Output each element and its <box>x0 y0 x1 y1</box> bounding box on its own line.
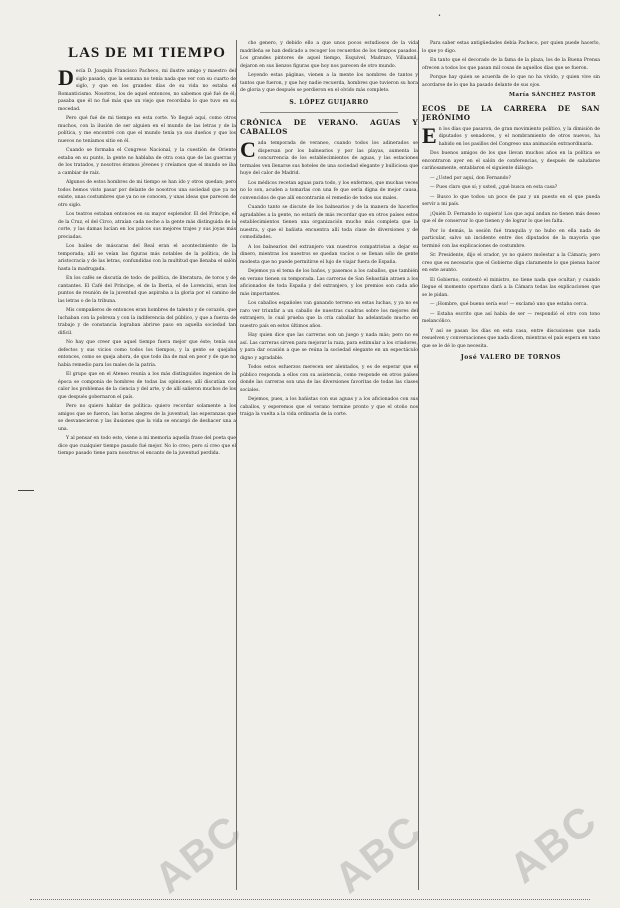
paragraph: Decía D. Joaquín Francisco Pacheco, mi ilustre amigo y maestro del siglo pasado, que la semana no tenía nada que ver con su cuarto de siglo, y que en los grandes días de su vida no estaba el Romanticismo. Nosotros, los de aquel entonces, no sabemos qué fué de él; pasaba que él no fué más que un viejo que recordaba lo que tuvo en su mocedad. <box>58 65 236 112</box>
paragraph: Dejemos ya el tema de los baños, y pasemos a los caballos, que también en verano tienen su temporada. Las carreras de San Sebastián atraen a los aficionados de toda España y del extranjero, y los premios son cada año más importantes. <box>240 269 418 297</box>
dropcap: C <box>240 137 256 162</box>
paragraph: Cada temporada de veraneo, cuando todos los adinerados se dispersan por los balnearios y por las playas, aumenta la concurrencia de los establecimientos de aguas, y las estaciones termales ven llenarse sus hoteles de una sociedad elegante y bulliciosa que huye del calor de Madrid. <box>240 137 418 176</box>
bottom-rule <box>30 899 590 906</box>
watermark: ABC <box>145 805 251 902</box>
paragraph: En los días que pasaron, de gran movimiento político, y la dimisión de diputados y senadores, y el nombramiento de otros nuevos, ha habido en los pasillos del Congreso una animación extraordinaria. <box>422 122 600 148</box>
paragraph: Los teatros estaban entonces en su mayor esplendor. El del Príncipe, el de la Cruz, el del Circo, atraían cada noche a la gente más distinguida de la corte, y las damas lucían en los palcos sus mejores trajes y sus joyas más preciadas. <box>58 212 236 240</box>
paragraph: Hay quien dice que las carreras son un juego y nada más; pero no es así. Las carreras sirven para mejorar la raza, para estimular a los criadores, y para dar ocasión a que se reúna la sociedad elegante en un espectáculo digno y agradable. <box>240 333 418 361</box>
paragraph: El grupo que en el Ateneo reunía a los más distinguidos ingenios de la época se componía de hombres de todas las opiniones; allí discutían con calor los problemas de la ciencia y del arte, y de allí salieron muchos de los que después gobernaron el país. <box>58 372 236 400</box>
paragraph: El Gobierno, contestó el ministro, no tiene nada que ocultar; y cuando llegue el momento oportuno dará a la Cámara todas las explicaciones que se le pidan. <box>422 277 600 298</box>
paragraph: Mis compañeros de entonces eran hombres de talento y de corazón, que luchaban con la pobreza y con la indiferencia del público, y que a fuerza de trabajo y de constancia lograban abrirse paso en aquella sociedad tan difícil. <box>58 308 236 336</box>
paragraph: Los caballos españoles van ganando terreno en estas luchas, y ya no es raro ver triunfar a un caballo de nuestras cuadras sobre los mejores del extranjero, lo cual prueba que la cría caballar ha adelantado mucho en nuestro país en estos últimos años. <box>240 301 418 329</box>
column-rule-2 <box>418 40 419 890</box>
section-title: ECOS DE LA CARRERA DE SAN JERÓNIMO <box>422 103 600 122</box>
signature: José VALERO DE TORNOS <box>460 354 562 361</box>
paragraph: Para saber estas antigüedades debía Pacheco, por quien puede hacerlo, lo que yo digo. <box>422 41 600 54</box>
paragraph: No hay que creer que aquel tiempo fuera mejor que éste; tenía sus defectos y sus vicios como todos los tiempos, y la gente se quejaba entonces, como se queja ahora, de que todo iba de mal en peor y de que no había remedio para los males de la patria. <box>58 340 236 368</box>
paragraph: Porque hay quien se acuerda de lo que no ha vivido, y quien vive sin acordarse de lo que ha pasado delante de sus ojos. <box>422 75 600 88</box>
column-3 <box>422 40 600 368</box>
paragraph: Leyendo estas páginas, vienen a la mente los nombres de tantos y tantos que fueron, y que hoy nadie recuerda, hombres que tuvieron su hora de gloria y que después se perdieron en el olvido más completo. <box>240 73 418 93</box>
paragraph: Dejemos, pues, a los bañistas con sus aguas y a los aficionados con sus caballos, y esperemos que el verano termine pronto y que el otoño nos traiga la vuelta a la vida ordinaria de la corte. <box>240 397 418 417</box>
divider <box>260 112 398 113</box>
paragraph: Algunos de estos hombres de mi tiempo se han ido y otros quedan; pero todos hemos visto pasar por delante de nosotros una sociedad que ya no existe, unas costumbres que ya no se conocen, y unas ideas que parecen de otro siglo. <box>58 180 236 208</box>
paragraph: Por lo demás, la sesión fué tranquila y no hubo en ella nada de particular, salvo un incidente entre dos diputados de la mayoría que terminó con las explicaciones de costumbre. <box>422 228 600 249</box>
paragraph: Dos buenos amigos de los que llevan muchos años en la política se encontraron ayer en el salón de conferencias, y después de saludarse cariñosamente, entablaron el siguiente diálogo: <box>422 151 600 171</box>
signature: María SÁNCHEZ PASTOR <box>509 92 596 98</box>
paragraph: Y al pensar en todo esto, viene a mi memoria aquella frase del poeta que dice que cualquier tiempo pasado fué mejor. No lo creo; pero sí creo que el tiempo pasado tiene para nosotros el encanto de la juventud perdida. <box>58 436 236 456</box>
article-title: LAS DE MI TIEMPO <box>68 45 226 61</box>
paragraph: cho genero, y debido ello a que unos pocos estudiosos de la vida madrileña se han dedicado a recoger los recuerdos de los tiempos pasados. Los grandes pintores de aquel tiempo, Esquivel, Madrazo, Villaamil, dejaron en sus lienzos figuras que hoy nos parecen de otro mundo. <box>240 41 418 69</box>
paragraph: Todos estos esfuerzos merecen ser alentados, y es de esperar que el público responda a ellos con su asistencia, como responde en otros países donde las carreras son una de las diversiones favoritas de todas las clases sociales. <box>240 365 418 393</box>
column-rule-1 <box>236 40 237 890</box>
paragraph: Pero qué fué de mi tiempo en esta corte. Yo llegué aquí, como otros muchos, con la ilusión de ser alguien en el mundo de las letras y de la política, y me encontré con que el mundo tenía ya sus dueños y que los nuevos no teníamos sitio en él. <box>58 116 236 144</box>
signature: S. LÓPEZ GUIJARRO <box>289 98 369 106</box>
watermark: ABC <box>325 805 431 902</box>
paragraph: Cuando se formaba el Congreso Nacional, y la cuestión de Oriente estaba en su punto, la gente no hablaba de otra cosa que de las guerras y de los tratados, y nosotros éramos jóvenes y creíamos que el mundo se iba a cambiar de raíz. <box>58 148 236 176</box>
section-title: CRÓNICA DE VERANO. AGUAS Y CABALLOS <box>240 118 418 136</box>
paragraph: En tanto que el decorado de la fama de la plaza, los de la Buena Prensa ofrecen a todos los que pasan mil cosas de aquellos días que se fueron. <box>422 58 600 71</box>
top-mark: • <box>438 13 441 19</box>
paragraph: Y así se pasan los días en esta casa, entre discusiones que nada resuelven y conversaciones que nada dicen, mientras el país espera en vano que se le dé lo que necesita. <box>422 328 600 349</box>
dropcap: D <box>58 65 74 90</box>
paragraph: Sr. Presidente, dijo el orador, yo no quiero molestar a la Cámara; pero creo que es necesario que el Gobierno diga claramente lo que piensa hacer en este asunto. <box>422 253 600 273</box>
dialogue-line: — ¡Hombre, qué bueno sería eso! — exclamó uno que estaba cerca. <box>430 302 588 307</box>
dialogue-line: — Busco lo que todos: un poco de paz y un puesto en el que pueda servir a mi país. <box>422 194 600 207</box>
paragraph: Cuando tanto se discute de los balnearios y de la manera de hacerlos agradables a la gente, no estará de más recordar que en otros países estos establecimientos tienen una organización mucho más completa que la nuestra, y que el bañista encuentra allí toda clase de diversiones y de comodidades. <box>240 205 418 240</box>
dialogue-line: — Estaba escrito que así había de ser — respondió el otro con tono melancólico. <box>422 311 600 324</box>
dialogue-line: — ¿Usted por aquí, don Fernando? <box>430 175 511 181</box>
paragraph: Los médicos recetan aguas para todo, y los enfermos, que muchas veces no lo son, acuden a tomarlas con una fe que sería digna de mejor causa, convencidos de que allí encontrarán el remedio de todos sus males. <box>240 180 418 201</box>
paragraph: A los balnearios del extranjero van nuestros compatriotas a dejar su dinero, mientras los nuestros se quedan vacíos o se llenan sólo de gente modesta que no puede permitirse el lujo de viajar fuera de España. <box>240 244 418 265</box>
paragraph: En los cafés se discutía de todo: de política, de literatura, de toros y de cantantes. El Café del Príncipe, el de la Iberia, el de Lorencini, eran los puntos de reunión de la juventud que aspiraba a la gloria por el camino de las letras o de la tribuna. <box>58 276 236 304</box>
paragraph: Los bailes de máscaras del Real eran el acontecimiento de la temporada; allí se veían las figuras más notables de la política, de la aristocracia y de las letras, confundidas con la multitud que llenaba el salón hasta la madrugada. <box>58 244 236 272</box>
dialogue-line: — Pues claro que sí; y usted, ¿qué busca en esta casa? <box>430 185 558 190</box>
paragraph: ¡Quién D. Fernando lo supiera! Los que aquí andan no tienen más deseo que el de conservar lo que tienen y de lograr lo que les falta. <box>422 211 600 224</box>
margin-dash <box>18 490 34 491</box>
watermark: ABC <box>500 795 606 892</box>
column-2 <box>240 40 418 421</box>
paragraph: Pero no quiero hablar de política: quiero recordar solamente a los amigos que se fueron, las horas alegres de la juventud, las esperanzas que se desvanecieron y las ilusiones que la vida se encargó de deshacer una a una. <box>58 404 236 432</box>
dropcap: E <box>422 122 437 148</box>
column-1 <box>58 40 236 460</box>
